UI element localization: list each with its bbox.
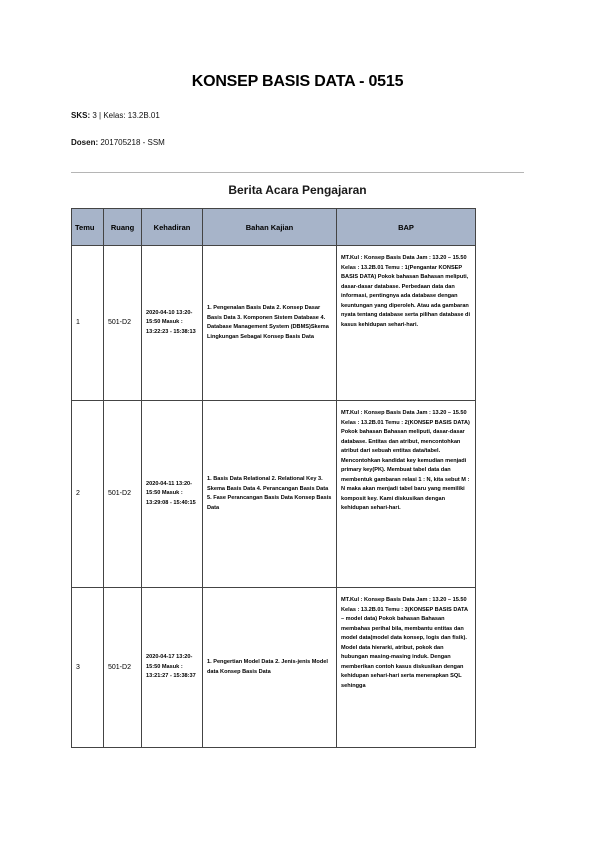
header-temu: Temu [72, 209, 104, 246]
cell-bahan-kajian: 1. Basis Data Relational 2. Relational Key 3. Skema Basis Data 4. Perancangan Basis Data 5. Fase Perancangan Basis Data Konsep Basis Data [203, 401, 337, 588]
teaching-record-table [71, 208, 476, 748]
cell-kehadiran: 2020-04-11 13:20-15:50 Masuk : 13:29:08 - 15:40:15 [142, 401, 203, 588]
cell-kehadiran: 2020-04-10 13:20-15:50 Masuk : 13:22:23 - 15:38:13 [142, 246, 203, 401]
cell-temu: 1 [72, 246, 104, 401]
table-row [72, 401, 476, 588]
section-title: Berita Acara Pengajaran [228, 183, 367, 197]
cell-bahan-kajian: 1. Pengenalan Basis Data 2. Konsep Dasar Basis Data 3. Komponen Sistem Database 4. Database Management System (DBMS)Skema Lingkungan Sebagai Konsep Basis Data [203, 246, 337, 401]
cell-bap: MT.Kul : Konsep Basis Data Jam : 13.20 – 15.50 Kelas : 13.2B.01 Temu : 1(Pengantar KONSEP BASIS DATA) Pokok bahasan Bahasan meliputi, dasar-dasar database. Perbedaan data dan informasi, pentingnya ada database dengan keuntungan yang diperoleh. Atau ada gambaran nyata tentang database serta pilihan database di kasus kehidupan sehari-hari. [337, 246, 476, 401]
cell-bap: MT.Kul : Konsep Basis Data Jam : 13.20 – 15.50 Kelas : 13.2B.01 Temu : 2(KONSEP BASIS DATA) Pokok bahasan Bahasan meliputi, dasar-dasar database. Entitas dan atribut, mencontohkan atribut dari sebuah entitas data/tabel. Mencontohkan kandidat key kemudian menjadi primary key(PK). Membuat tabel data dan membentuk gambaran relasi 1 : N, kita sebut M : N maka akan menjadi tabel baru yang memiliki komposit key. Kami diskusikan dengan kehidupan sehari-hari. [337, 401, 476, 588]
lecturer-value: 201705218 - SSM [100, 138, 165, 147]
cell-bap: MT.Kul : Konsep Basis Data Jam : 13.20 – 15.50 Kelas : 13.2B.01 Temu : 3(KONSEP BASIS DATA – model data) Pokok bahasan Bahasan membahas perihal bila, membantu entitas dan model data(model data konsep, logis dan fisik). Model data hierarki, atribut, pokok dan hubungan masing-masing induk. Dengan memberikan contoh kasus diskusikan dengan kehidupan sehari-hari serta menerapkan SQL sehingga [337, 588, 476, 748]
table-header-row [72, 209, 476, 246]
document-title: KONSEP BASIS DATA - 0515 [191, 73, 404, 90]
sks-label: SKS: [71, 111, 91, 120]
cell-temu: 2 [72, 401, 104, 588]
cell-kehadiran: 2020-04-17 13:20-15:50 Masuk : 13:21:27 - 15:38:37 [142, 588, 203, 748]
sks-class-value: 3 | Kelas: 13.2B.01 [92, 111, 160, 120]
cell-ruang: 501-D2 [104, 246, 142, 401]
lecturer-line [71, 138, 165, 147]
sks-class-line [71, 111, 160, 120]
cell-temu: 3 [72, 588, 104, 748]
lecturer-label: Dosen: [71, 138, 99, 147]
table-row [72, 588, 476, 748]
header-bahan-kajian: Bahan Kajian [203, 209, 337, 246]
header-ruang: Ruang [104, 209, 142, 246]
header-kehadiran: Kehadiran [142, 209, 203, 246]
header-bap: BAP [337, 209, 476, 246]
cell-bahan-kajian: 1. Pengertian Model Data 2. Jenis-jenis Model data Konsep Basis Data [203, 588, 337, 748]
cell-ruang: 501-D2 [104, 588, 142, 748]
table-row [72, 246, 476, 401]
cell-ruang: 501-D2 [104, 401, 142, 588]
divider [71, 172, 524, 173]
